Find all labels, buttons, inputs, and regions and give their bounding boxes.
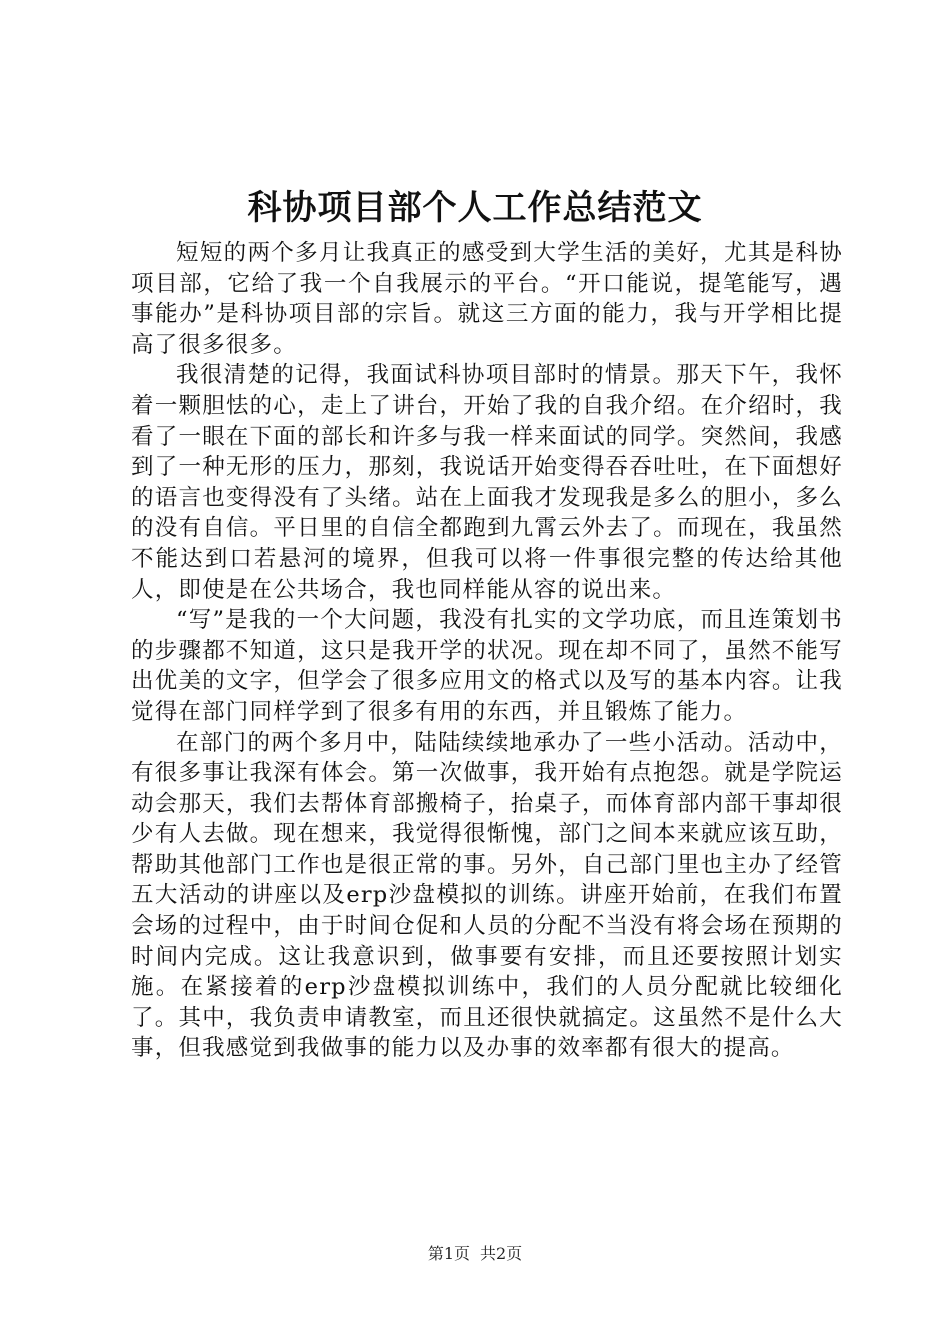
page-footer — [0, 1244, 950, 1264]
paragraph-1: 短短的两个多月让我真正的感受到大学生活的美好，尤其是科协项目部，它给了我一个自我展示的平台。“开口能说，提笔能写，遇事能办”是科协项目部的宗旨。就这三方面的能力，我与开学相比提高了很多很多。 — [131, 240, 843, 358]
paragraph-2: 我很清楚的记得，我面试科协项目部时的情景。那天下午，我怀着一颗胆怯的心，走上了讲台，开始了我的自我介绍。在介绍时，我看了一眼在下面的部长和许多与我一样来面试的同学。突然间，我感到了一种无形的压力，那刻，我说话开始变得吞吞吐吐，在下面想好的语言也变得没有了头绪。站在上面我才发现我是多么的胆小，多么的没有自信。平日里的自信全都跑到九霄云外去了。而现在，我虽然不能达到口若悬河的境界，但我可以将一件事很完整的传达给其他人，即使是在公共场合，我也同样能从容的说出来。 — [131, 362, 843, 603]
paragraph-4: 在部门的两个多月中，陆陆续续地承办了一些小活动。活动中，有很多事让我深有体会。第一次做事，我开始有点抱怨。就是学院运动会那天，我们去帮体育部搬椅子，抬桌子，而体育部内部干事却很少有人去做。现在想来，我觉得很惭愧，部门之间本来就应该互助，帮助其他部门工作也是很正常的事。另外，自己部门里也主办了经管五大活动的讲座以及erp沙盘模拟的训练。讲座开始前，在我们布置会场的过程中，由于时间仓促和人员的分配不当没有将会场在预期的时间内完成。这让我意识到，做事要有安排，而且还要按照计划实施。在紧接着的erp沙盘模拟训练中，我们的人员分配就比较细化了。其中，我负责申请教室，而且还很快就搞定。这虽然不是什么大事，但我感觉到我做事的能力以及办事的效率都有很大的提高。 — [131, 729, 843, 1062]
page-total: 共2页 — [480, 1244, 523, 1263]
page-number: 第1页 — [427, 1244, 470, 1263]
document-body — [131, 238, 843, 1064]
paragraph-3: “写”是我的一个大问题，我没有扎实的文学功底，而且连策划书的步骤都不知道，这只是我开学的状况。现在却不同了，虽然不能写出优美的文字，但学会了很多应用文的格式以及写的基本内容。让我觉得在部门同样学到了很多有用的东西，并且锻炼了能力。 — [131, 607, 843, 725]
document-title: 科协项目部个人工作总结范文 — [247, 188, 703, 228]
